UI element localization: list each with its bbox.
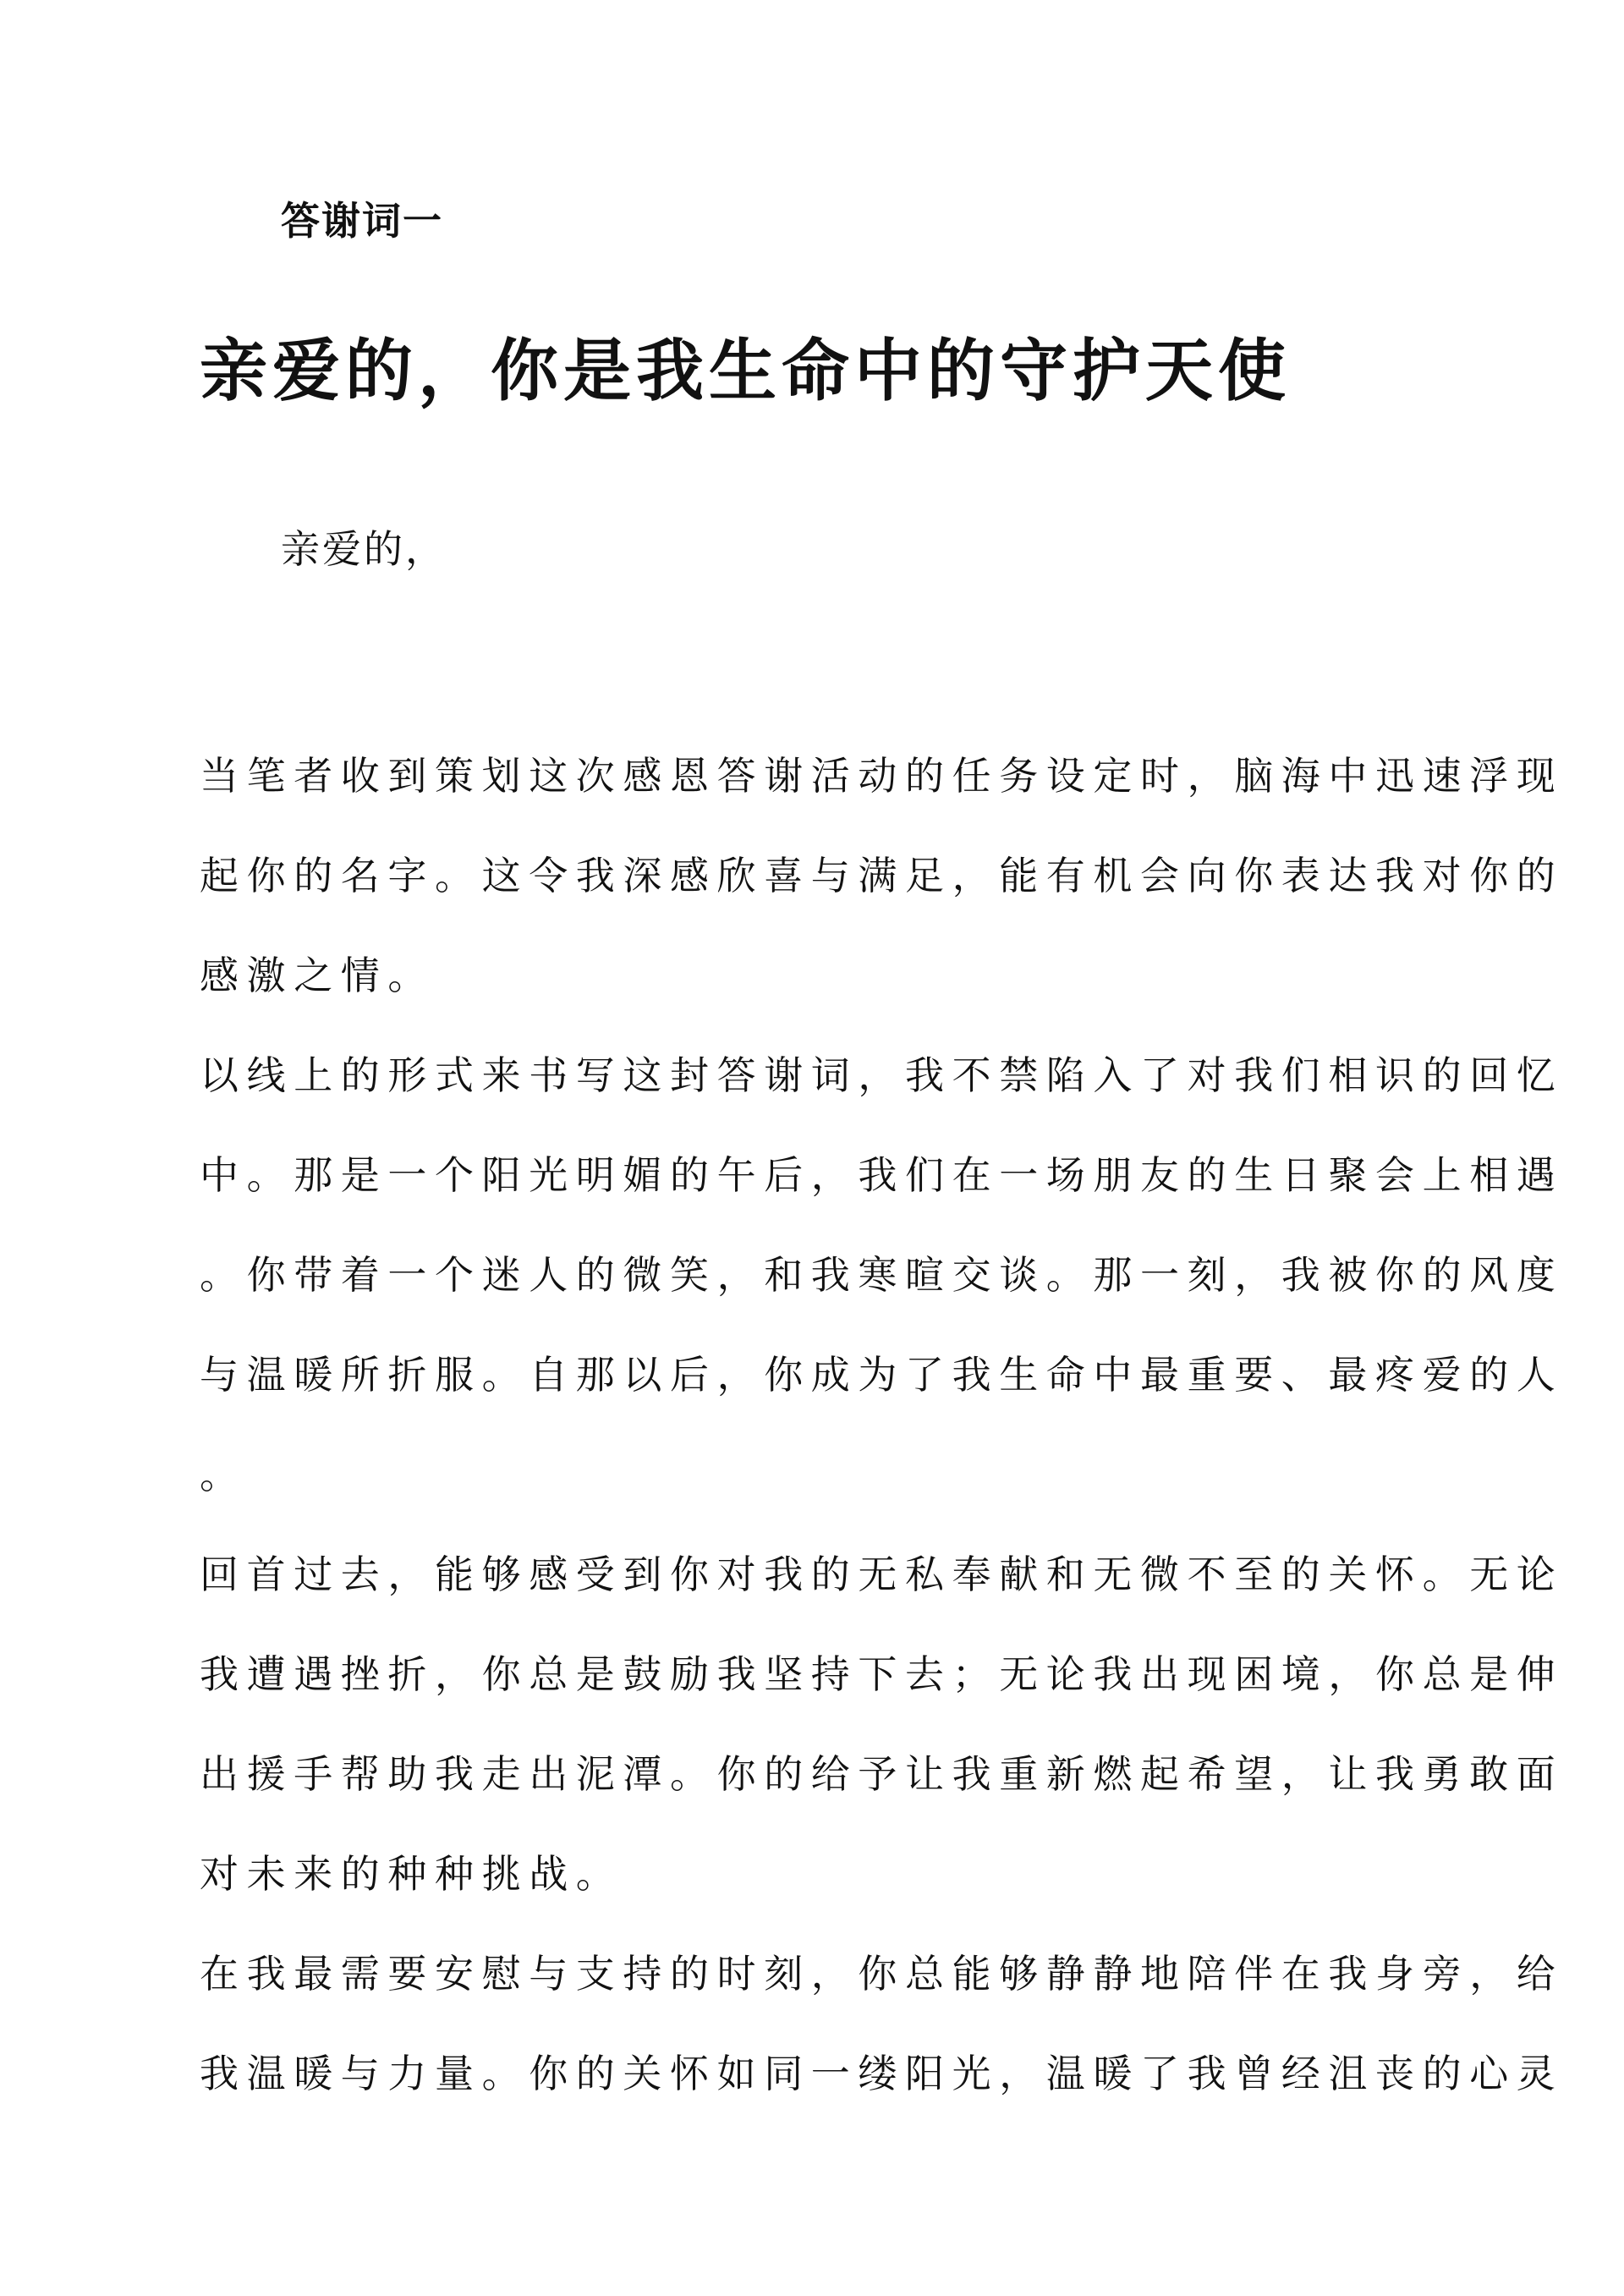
document-title: 亲爱的，你是我生命中的守护天使: [200, 331, 1291, 410]
body-line: 中。那是一个阳光明媚的午后，我们在一场朋友的生日聚会上相遇: [200, 1152, 1564, 1198]
body-line: 感激之情。: [200, 953, 435, 998]
body-line: 我遭遇挫折，你总是鼓励我坚持下去；无论我出现困境，你总是伸: [200, 1651, 1564, 1697]
body-line: 当笔者收到策划这次感恩答谢活动的任务设定时，脑海中迅速浮现: [200, 753, 1564, 799]
document-subtitle: 答谢词一: [281, 198, 443, 244]
greeting-line: 亲爱的，: [281, 526, 447, 572]
body-line: 。你带着一个迷人的微笑，和我寒暄交谈。那一刻，我被你的风度: [200, 1252, 1564, 1298]
body-line: 出援手帮助我走出泥潭。你的给予让我重新燃起希望，让我勇敢面: [200, 1751, 1564, 1797]
body-line: 与温暖所折服。自那以后，你成为了我生命中最重要、最疼爱的人: [200, 1352, 1564, 1398]
body-line: 起你的名字。这令我深感欣喜与满足，能有机会向你表达我对你的: [200, 853, 1564, 898]
body-line: 对未来的种种挑战。: [200, 1851, 623, 1897]
body-line: 以线上的形式来书写这封答谢词，我不禁陷入了对我们相识的回忆: [200, 1052, 1564, 1098]
body-line: 在我最需要安慰与支持的时刻，你总能够静静地陪伴在我身旁，给: [200, 1951, 1564, 1997]
body-line: 。: [200, 1452, 247, 1497]
body-line: 回首过去，能够感受到你对我的无私奉献和无微不至的关怀。无论: [200, 1552, 1564, 1597]
body-line: 我温暖与力量。你的关怀如同一缕阳光，温暖了我曾经沮丧的心灵: [200, 2051, 1564, 2096]
